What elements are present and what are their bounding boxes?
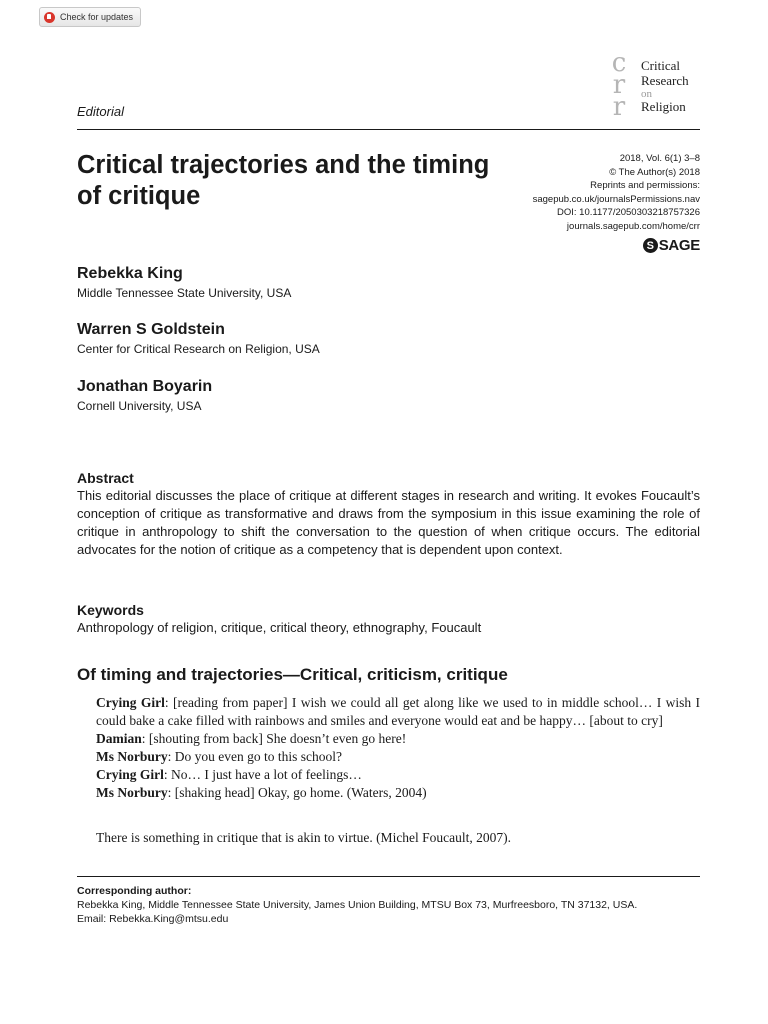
author-affiliation: Cornell University, USA: [77, 399, 202, 413]
journal-logo-name: Critical Research on Religion: [641, 58, 689, 114]
reprints-link[interactable]: sagepub.co.uk/journalsPermissions.nav: [532, 193, 700, 205]
header-divider: [77, 129, 700, 130]
section-heading: Of timing and trajectories—Critical, criticism, critique: [77, 665, 508, 684]
dialogue-line: Ms Norbury: [shaking head] Okay, go home. (Waters, 2004): [96, 785, 427, 800]
check-for-updates-label: Check for updates: [60, 12, 134, 22]
article-type: Editorial: [77, 104, 124, 119]
epigraph-dialogue: [96, 694, 700, 802]
author-name: Rebekka King: [77, 265, 183, 282]
sage-s-icon: S: [643, 238, 658, 253]
author-name: Jonathan Boyarin: [77, 378, 213, 395]
abstract-text: This editorial discusses the place of critique at different stages in research and writing. It evokes Foucault’s conception of critique as transformative and draws from the symposium in this issue examining the role of critique in anthropology to shift the conversation to the question of when critique occurs. The editorial advocates for the notion of critique as a competency that is dependent upon context.: [77, 488, 700, 557]
author-affiliation: Middle Tennessee State University, USA: [77, 286, 292, 300]
epigraph-quote: There is something in critique that is akin to virtue. (Michel Foucault, 2007).: [96, 830, 512, 845]
corresponding-author: [77, 884, 700, 926]
dialogue-line: Crying Girl: No… I just have a lot of feelings…: [96, 767, 362, 782]
keywords-section: [77, 601, 700, 637]
footnote-divider: [77, 876, 700, 877]
dialogue-line: Crying Girl: [reading from paper] I wish we could all get along like we used to in middle school… I wish I could bake a cake filled with rainbows and smiles and everyone would eat and be happy… [about to cry]: [96, 695, 700, 728]
author-name: Warren S Goldstein: [77, 321, 225, 338]
publisher-name: SAGE: [658, 237, 700, 254]
dialogue-line: Damian: [shouting from back] She doesn’t even go here!: [96, 731, 407, 746]
article-title: Critical trajectories and the timing of critique: [77, 151, 490, 210]
crossmark-icon: [44, 12, 55, 23]
check-for-updates-button[interactable]: [39, 7, 141, 27]
dialogue-line: Ms Norbury: Do you even go to this school?: [96, 749, 342, 764]
corresponding-email[interactable]: Email: Rebekka.King@mtsu.edu: [77, 913, 229, 925]
abstract-section: [77, 469, 700, 559]
citation: 2018, Vol. 6(1) 3–8: [619, 153, 700, 164]
corresponding-address: Rebekka King, Middle Tennessee State University, James Union Building, MTSU Box 73, Murfreesboro, TN 37132, USA.: [77, 899, 638, 911]
journal-logo: [609, 48, 709, 122]
author-2: [77, 320, 320, 357]
author-1: [77, 264, 291, 301]
copyright: © The Author(s) 2018: [609, 166, 700, 178]
journal-logo-monogram: c r r: [611, 48, 627, 122]
keywords-heading: Keywords: [77, 602, 144, 618]
journal-link[interactable]: journals.sagepub.com/home/crr: [566, 220, 700, 232]
abstract-heading: Abstract: [77, 470, 134, 486]
author-affiliation: Center for Critical Research on Religion, USA: [77, 342, 320, 356]
corresponding-heading: Corresponding author:: [77, 885, 192, 897]
publisher-logo: [643, 237, 700, 254]
author-3: [77, 377, 212, 414]
keywords-text: Anthropology of religion, critique, critical theory, ethnography, Foucault: [77, 620, 482, 635]
doi[interactable]: DOI: 10.1177/2050303218757326: [557, 207, 700, 218]
article-metadata: [533, 152, 700, 233]
reprints-label: Reprints and permissions:: [590, 180, 700, 191]
